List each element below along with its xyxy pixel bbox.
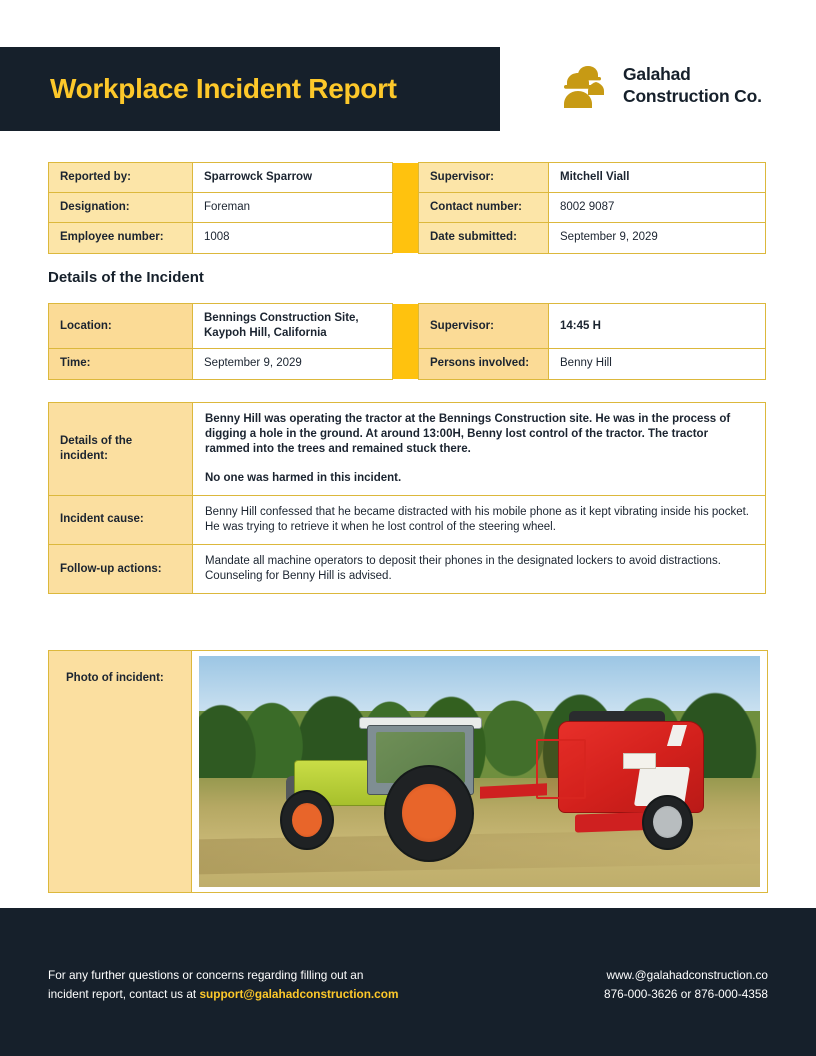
footer-contact-text [48,966,398,1004]
cell-value-date-submitted: September 9, 2029 [549,223,766,253]
footer-website[interactable]: www.@galahadconstruction.co [606,968,768,982]
cell-label-contact-number: Contact number: [419,193,549,223]
footer-line-2 [48,985,398,1004]
brand-name-line2: Construction Co. [623,86,762,106]
cell-label-followup-actions: Follow-up actions: [49,545,193,594]
footer-phone-numbers: 876-000-3626 or 876-000-4358 [604,987,768,1002]
table-row [49,349,766,379]
cell-label-designation: Designation: [49,193,193,223]
followup-line-2: Counseling for Benny Hill is advised. [205,570,392,583]
cell-value-time: September 9, 2029 [193,349,393,379]
brand-name-line1: Galahad [623,64,691,85]
table-row [49,163,766,193]
cell-label-employee-number: Employee number: [49,223,193,253]
table-divider [393,193,419,223]
table-row [49,403,766,496]
footer [0,908,816,1056]
cell-value-incident-cause: Benny Hill confessed that he became distracted with his mobile phone as it kept vibrating inside his pocket. He was trying to retrieve it when he lost control of the steering wheel. [193,495,766,544]
construction-workers-icon [558,60,610,112]
cell-label-time: Time: [49,349,193,379]
table-row [49,304,766,349]
photo-baler-label [623,753,657,769]
cell-label-supervisor-time: Supervisor: [419,304,549,349]
footer-line-1: For any further questions or concerns regarding filling out an [48,968,364,982]
cell-value-supervisor: Mitchell Viall [549,163,766,193]
table-row [49,193,766,223]
details-paragraph-2: No one was harmed in this incident. [205,471,402,484]
photo-label: Photo of incident: [48,650,192,893]
cell-label-persons-involved: Persons involved: [419,349,549,379]
table-divider [393,349,419,379]
cell-value-contact-number: 8002 9087 [549,193,766,223]
cell-label-reported-by: Reported by: [49,163,193,193]
incident-photo [199,656,760,887]
cell-value-persons-involved: Benny Hill [549,349,766,379]
cell-value-location: Bennings Construction Site, Kaypoh Hill, California [193,304,393,349]
table-row [49,223,766,253]
brand-lockup [558,60,762,112]
cell-label-supervisor: Supervisor: [419,163,549,193]
cell-label-incident-cause: Incident cause: [49,495,193,544]
photo-frame [192,650,768,893]
footer-website-and-phone [604,966,768,1004]
photo-baler-wheel [642,795,692,850]
section-heading-details: Details of the Incident [48,269,204,286]
support-email-link[interactable]: support@galahadconstruction.com [199,987,399,1002]
table-row [49,495,766,544]
header-banner [0,47,500,131]
details-paragraph-1: Benny Hill was operating the tractor at the Bennings Construction site. He was in the process of digging a hole in the ground. At around 13:00H, Benny lost control of the tractor. The tractor rammed into the trees and remained stuck there. [205,413,731,456]
footer-line-2-prefix: incident report, contact us at [48,987,200,1002]
cell-value-followup-actions [193,545,766,594]
photo-tractor-front-wheel [280,790,333,850]
cell-value-employee-number: 1008 [193,223,393,253]
table-divider [393,163,419,193]
incident-meta-table [48,303,766,380]
brand-name [623,64,762,107]
table-row [49,545,766,594]
cell-value-supervisor-time: 14:45 H [549,304,766,349]
table-divider [393,223,419,253]
reporter-table [48,162,766,254]
narrative-table [48,402,766,594]
cell-value-reported-by: Sparrowck Sparrow [193,163,393,193]
cell-label-location: Location: [49,304,193,349]
photo-tractor-rear-wheel [384,765,474,862]
table-divider [393,304,419,349]
followup-line-1: Mandate all machine operators to deposit their phones in the designated lockers to avoid distractions. [205,555,721,568]
cell-value-details-of-incident [193,403,766,496]
photo-block [48,650,768,893]
cell-label-date-submitted: Date submitted: [419,223,549,253]
cell-value-designation: Foreman [193,193,393,223]
cell-label-details-of-incident: Details of the incident: [49,403,193,496]
paragraph-gap [205,458,753,471]
page-title: Workplace Incident Report [50,73,397,104]
